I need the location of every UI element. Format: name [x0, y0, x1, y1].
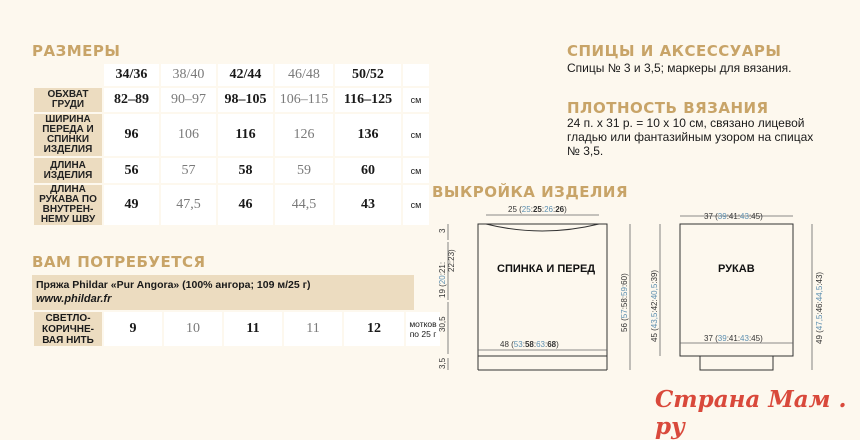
size-header: 42/44 [218, 64, 273, 86]
length-label: 56 (57:58:59:60) [620, 273, 629, 332]
row-unit: см [403, 114, 429, 156]
row-value: 11 [284, 312, 342, 346]
row-value: 58 [218, 158, 273, 183]
row-value: 116 [218, 114, 273, 156]
row-value: 106 [161, 114, 216, 156]
armhole-height-label-cont: 22:23) [447, 249, 456, 272]
need-title: ВАМ ПОТРЕБУЕТСЯ [32, 253, 206, 271]
yarn-website: www.phildar.fr [36, 293, 112, 305]
row-value: 11 [224, 312, 282, 346]
row-value: 126 [275, 114, 333, 156]
row-unit: см [403, 88, 429, 112]
size-header: 38/40 [161, 64, 216, 86]
sleeve-left-label: 45 (43,5:42:40,5:39) [650, 269, 659, 342]
row-value: 116–125 [335, 88, 401, 112]
yarn-description: Пряжа Phildar «Pur Angora» (100% ангора; 109 м/25 г) [36, 279, 311, 291]
sleeve-piece-label: РУКАВ [718, 263, 755, 275]
row-value: 46 [218, 185, 273, 225]
body-piece-label: СПИНКА И ПЕРЕД [497, 263, 596, 275]
row-value: 57 [161, 158, 216, 183]
row-value: 49 [104, 185, 159, 225]
sleeve-bottom-label: 37 (39:41:43:45) [704, 334, 763, 343]
row-unit: см [403, 185, 429, 225]
row-value: 96 [104, 114, 159, 156]
row-value: 98–105 [218, 88, 273, 112]
row-label: ДЛИНА РУКАВА ПО ВНУТРЕН-НЕМУ ШВУ [34, 185, 102, 225]
row-label: ДЛИНА ИЗДЕЛИЯ [34, 158, 102, 183]
row-value: 12 [344, 312, 404, 346]
sleeve-top-label: 37 (39:41:43:45) [704, 212, 763, 221]
row-value: 10 [164, 312, 222, 346]
needles-text: Спицы № 3 и 3,5; маркеры для вязания. [567, 61, 792, 75]
size-header: 46/48 [275, 64, 333, 86]
pattern-title: ВЫКРОЙКА ИЗДЕЛИЯ [432, 183, 629, 201]
row-value: 43 [335, 185, 401, 225]
needles-title: СПИЦЫ И АКСЕССУАРЫ [567, 42, 782, 60]
row-unit: мотков по 25 г [406, 312, 440, 346]
row-value: 44,5 [275, 185, 333, 225]
row-value: 82–89 [104, 88, 159, 112]
row-label: ШИРИНА ПЕРЕДА И СПИНКИ ИЗДЕЛИЯ [34, 114, 102, 156]
sleeve-right-label: 49 (47,5:46:44,5:43) [815, 271, 824, 344]
neck-curve [486, 224, 599, 231]
size-header: 34/36 [104, 64, 159, 86]
armhole-height-label: 19 (20:21: [438, 261, 447, 298]
bottom-width-label: 48 (53:58:63:68) [500, 340, 559, 349]
neck-label: 25 (25:25:26:26) [508, 205, 567, 214]
row-unit: см [403, 158, 429, 183]
row-label: СВЕТЛО-КОРИЧНЕ-ВАЯ НИТЬ [34, 312, 102, 346]
side-height-label: 30,5 [438, 316, 447, 332]
sizes-title: РАЗМЕРЫ [32, 42, 121, 60]
row-value: 59 [275, 158, 333, 183]
row-value: 47,5 [161, 185, 216, 225]
row-value: 136 [335, 114, 401, 156]
gauge-text: 24 п. х 31 р. = 10 х 10 см, связано лицевой гладью или фантазийным узором на спицах № 3,5. [567, 116, 814, 158]
gauge-title: ПЛОТНОСТЬ ВЯЗАНИЯ [567, 99, 769, 117]
size-header: 50/52 [335, 64, 401, 86]
row-value: 60 [335, 158, 401, 183]
row-value: 9 [104, 312, 162, 346]
shoulder-height-label: 3 [438, 228, 447, 233]
watermark: Страна Мам . ру [655, 386, 847, 440]
rib-height-label: 3,5 [438, 357, 447, 369]
row-label: ОБХВАТ ГРУДИ [34, 88, 102, 112]
row-value: 106–115 [275, 88, 333, 112]
row-value: 90–97 [161, 88, 216, 112]
sleeve-cuff [700, 356, 773, 370]
row-value: 56 [104, 158, 159, 183]
